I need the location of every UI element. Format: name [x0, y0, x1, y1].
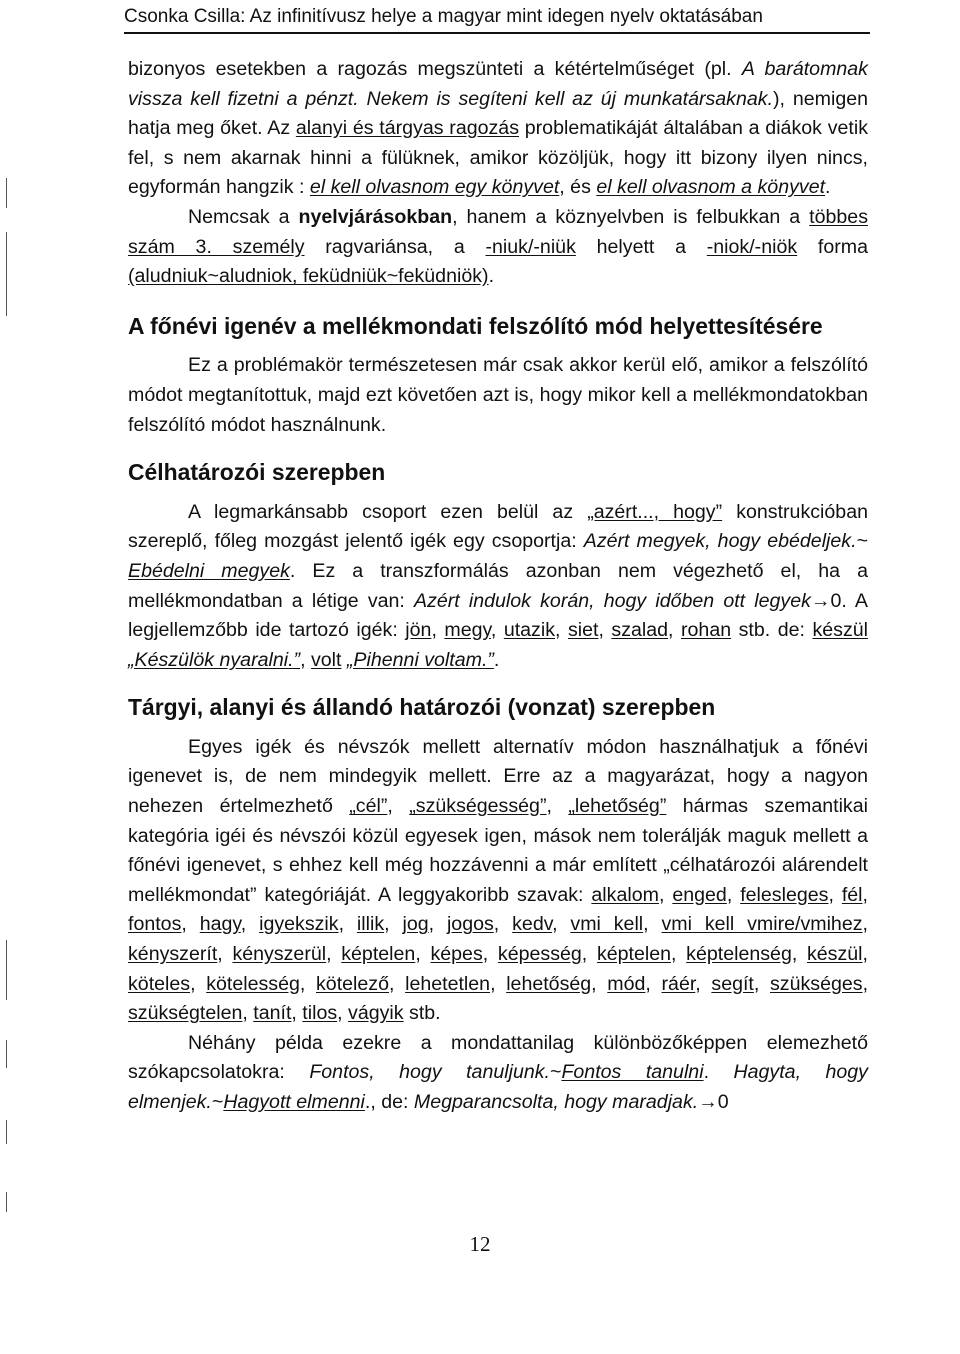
word-separator: , — [190, 972, 207, 995]
running-header: Csonka Csilla: Az infinitívusz helye a magyar mint idegen nyelv oktatásában — [124, 4, 870, 34]
text-run: A legmarkánsabb csoport ezen belül az — [188, 500, 588, 523]
word-list-item: képtelenség — [686, 943, 792, 966]
word-separator: , — [552, 913, 571, 936]
underlined-term: „cél” — [349, 795, 388, 818]
word-separator: , — [490, 972, 507, 995]
text-run: problematikáját általában a diákok vetik fel, s nem akarnak hinni a fülüknek, amikor közöljük, hogy itt bizony ilyen nincs, egyformán hangzik : — [128, 117, 868, 199]
text-run: ~ — [856, 530, 869, 553]
text-run: ), nemigen hatja meg őket. Az — [128, 87, 869, 140]
text-run: →0. A legjellemzőbb ide tartozó igék: — [128, 589, 868, 642]
example-italic: Hagyta, hogy elmenjek. — [128, 1061, 868, 1113]
word-list-item: lehetőség — [506, 972, 592, 995]
word-list-item: tilos — [302, 1002, 338, 1025]
text-run: hármas szemantikai kategória igéi és névszói közül egyesek igen, mások nem tolerálják maguk mellett a főnévi igenevet, s ehhez kell még hozzávenni a már említett „célhatározói alárendelt mellékmondat” kategóriáját. A leggyakoribb szavak: — [128, 795, 868, 906]
text-run: stb. — [403, 1002, 441, 1025]
underlined-verb: jön — [405, 619, 432, 642]
word-list-item: kedv — [512, 913, 553, 936]
text-run: Nemcsak a — [188, 205, 299, 228]
text-run: , hanem a köznyelvben is felbukkan a — [452, 205, 810, 228]
word-separator: , — [181, 913, 200, 936]
word-list-item: vmi kell — [570, 913, 644, 936]
word-separator: , — [695, 972, 712, 995]
word-list-item: képtelen — [341, 943, 416, 966]
word-list-item: kényszerít — [128, 943, 218, 966]
underlined-verb: utazik — [503, 619, 555, 642]
word-list-item: vmi kell vmire/vmihez — [661, 913, 863, 936]
word-list-item: mód — [607, 972, 646, 995]
underlined-term: (aludniuk~aludniok, feküdniük~feküdniök) — [128, 265, 489, 288]
paragraph-4: A legmarkánsabb csoport ezen belül az „azért..., hogy” konstrukcióban szereplő, főleg mozgást jelentő igék egy csoportja: Azért megyek, hogy ebédeljek.~ Ebédelni megyek. Ez a transzformálás azonban nem végezhető el, ha a mellékmondatban a létige van: Azért indulok korán, hogy időben ott legyek→0. A legjellemzőbb ide tartozó igék: jön, megy, utazik, siet, szalad, rohan stb. de: készül „Készülök nyaralni.”, volt „Pihenni voltam.”. — [128, 500, 869, 671]
word-list-item: készül — [806, 943, 863, 966]
section-heading: Célhatározói szerepben — [128, 459, 386, 486]
word-separator: , — [384, 913, 403, 936]
word-separator: , — [240, 913, 260, 936]
word-separator: , — [581, 943, 597, 966]
word-list-item: ráér — [661, 972, 696, 995]
word-list-item: felesleges — [740, 883, 829, 906]
underlined-term: „lehetőség” — [568, 795, 667, 818]
word-separator: , — [643, 913, 662, 936]
margin-mark — [6, 178, 7, 208]
word-separator: , — [415, 943, 431, 966]
paragraph-2 — [128, 203, 868, 292]
underlined-verb: rohan — [681, 619, 732, 642]
underlined-verb: szalad — [611, 619, 669, 642]
underlined-term: -niok/-niök — [706, 235, 798, 258]
example-italic: Azért megyek, hogy ebédeljek. — [583, 530, 857, 553]
word-separator: , — [299, 972, 316, 995]
margin-mark — [6, 940, 7, 1000]
word-list-item: hagy — [199, 913, 241, 936]
text-run: Egyes igék és névszók mellett alternatív módon használhatjuk a főnévi igenevet is, de nem mindegyik mellett. Erre az a magyarázat, hogy a nagyon nehezen értelmezhető — [128, 735, 868, 818]
underlined-verb: megy — [444, 619, 491, 642]
text-run: bizonyos esetekben a ragozás megszünteti a kétértelműséget (pl. — [128, 58, 742, 80]
word-list-item: képtelen — [596, 943, 672, 966]
word-list-item: igyekszik — [259, 913, 339, 936]
word-separator: , — [338, 913, 357, 936]
example-italic: Megparancsolta, hogy maradjak. — [413, 1091, 699, 1113]
word-list-item: tanít — [253, 1002, 292, 1025]
underlined-verb: volt — [310, 648, 342, 671]
underlined-term: -niuk/-niük — [485, 235, 576, 258]
underlined-verb: készül — [812, 619, 869, 642]
example-italic-underlined: Hagyott elmenni — [223, 1091, 365, 1113]
word-separator: , — [337, 1002, 349, 1025]
word-list-item: lehetetlen — [405, 972, 491, 995]
text-run: Néhány példa ezekre a mondattanilag különbözőképpen elemezhető szókapcsolatokra: — [128, 1031, 868, 1084]
word-separator: , — [862, 972, 869, 995]
text-run: stb. de: — [731, 619, 813, 642]
word-separator: , — [828, 883, 842, 906]
text-run: konstrukcióban szereplő, főleg mozgást jelentő igék egy csoportja: — [128, 500, 868, 553]
word-list-item: illik — [356, 913, 385, 936]
word-separator: , — [862, 883, 868, 906]
example-italic: A barátomnak vissza kell fizetni a pénzt. Nekem is segíteni kell az új munkatársaknak. — [128, 58, 868, 110]
word-separator: , — [291, 1002, 303, 1025]
example-italic-underlined: Fontos tanulni — [561, 1061, 704, 1084]
section-heading: A főnévi igenév a mellékmondati felszólító mód helyettesítésére — [128, 312, 823, 339]
margin-mark — [6, 1040, 7, 1068]
page-number: 12 — [469, 1232, 491, 1256]
word-separator: , — [658, 883, 673, 906]
word-list-item: kötelező — [316, 972, 389, 995]
margin-mark — [6, 232, 7, 316]
word-list-item: jog — [402, 913, 429, 936]
word-separator: , — [242, 1002, 254, 1025]
text-run: ., de: — [364, 1091, 414, 1113]
text-run: helyett a — [575, 235, 707, 258]
underlined-term: „azért..., hogy” — [587, 500, 723, 523]
example-italic-underlined: el kell olvasnom a könyvet — [596, 176, 826, 199]
document-body — [128, 55, 868, 1118]
text-run: forma — [797, 235, 868, 258]
word-separator: , — [482, 943, 498, 966]
underlined-term: többes szám 3. személy — [128, 205, 868, 258]
example-italic-underlined: „Pihenni voltam.” — [346, 648, 494, 671]
word-separator: , — [726, 883, 741, 906]
word-list-item: fontos — [128, 913, 182, 936]
word-separator: , — [428, 913, 447, 936]
word-separator: , — [791, 943, 807, 966]
text-run: . — [825, 176, 831, 199]
word-separator: , — [671, 943, 687, 966]
word-separator: , — [753, 972, 770, 995]
paragraph-1 — [128, 55, 868, 203]
underlined-term: alanyi és tárgyas ragozás — [295, 117, 519, 140]
word-separator: , — [862, 943, 868, 966]
example-italic: Azért indulok korán, hogy időben ott legyek — [414, 589, 811, 612]
word-list-item: enged — [672, 883, 727, 906]
text-run: , és — [559, 176, 597, 199]
underlined-verb: siet — [567, 619, 599, 642]
word-separator: , — [645, 972, 662, 995]
text-run: . Ez a transzformálás azonban nem végezhető el, ha a mellékmondatban a létige van: — [128, 559, 868, 612]
example-italic: Fontos, hogy tanuljunk. — [309, 1061, 550, 1084]
word-list-item: vágyik — [348, 1002, 404, 1025]
paragraph-6: Néhány példa ezekre a mondattanilag különbözőképpen elemezhető szókapcsolatokra: Fontos, hogy tanuljunk.~Fontos tanulni. Hagyta, hogy elmenjek.~Hagyott elmenni., de: Megparancsolta, hogy maradjak.→0 — [128, 1031, 868, 1113]
example-italic-underlined: el kell olvasnom egy könyvet — [309, 176, 560, 199]
margin-mark — [6, 1120, 7, 1144]
word-list-item: segít — [711, 972, 754, 995]
word-separator: , — [493, 913, 513, 936]
bold-term: nyelvjárásokban — [298, 205, 453, 228]
word-list-item: jogos — [446, 913, 494, 936]
word-separator: , — [217, 943, 233, 966]
word-list-item: szükséges — [769, 972, 863, 995]
example-italic-underlined: Ebédelni megyek — [128, 559, 290, 582]
example-italic-underlined: „Készülök nyaralni.” — [128, 648, 301, 671]
word-list-item: kötelesség — [206, 972, 300, 995]
paragraph-5: Egyes igék és névszók mellett alternatív módon használhatjuk a főnévi igenevet is, de nem mindegyik mellett. Erre az a magyarázat, hogy a nagyon nehezen értelmezhető „cél”, „szükségesség”, „lehetőség” hármas szemantikai kategória igéi és névszói közül egyesek igen, mások nem tolerálják maguk mellett a főnévi igenevet, s ehhez kell még hozzávenni a már említett „célhatározói alárendelt mellékmondat” kategóriáját. A leggyakoribb szavak: alkalom, enged, felesleges, fél, fontos, hagy, igyekszik, illik, jog, jogos, kedv, vmi kell, vmi kell vmire/vmihez, kényszerít, kényszerül, képtelen, képes, képesség, képtelen, képtelenség, készül, köteles, kötelesség, kötelező, lehetetlen, lehetőség, mód, ráér, segít, szükséges, szükségtelen, tanít, tilos, vágyik stb. — [128, 735, 869, 1025]
section-heading: Tárgyi, alanyi és állandó határozói (vonzat) szerepben — [128, 694, 716, 721]
word-separator: , — [862, 913, 868, 936]
word-separator: , — [326, 943, 342, 966]
margin-mark — [6, 1192, 7, 1212]
text-run: . — [488, 265, 495, 288]
underlined-term: „szükségesség” — [409, 795, 547, 818]
word-list-item: fél — [841, 883, 863, 906]
word-list-item: alkalom — [591, 883, 659, 906]
text-run: ragvariánsa, a — [304, 235, 486, 258]
word-list-item: köteles — [128, 972, 191, 995]
word-separator: , — [591, 972, 608, 995]
word-list-item: kényszerül — [232, 943, 327, 966]
paragraph-3: Ez a problémakör természetesen már csak akkor kerül elő, amikor a felszólító módot megtanítottuk, majd ezt követően azt is, hogy mikor kell a mellékmondatokban felszólító módot használnunk. — [128, 354, 868, 436]
word-list-item: szükségtelen — [128, 1002, 243, 1025]
word-separator: , — [388, 972, 406, 995]
word-list-item: képesség — [497, 943, 582, 966]
word-list-item: képes — [430, 943, 483, 966]
